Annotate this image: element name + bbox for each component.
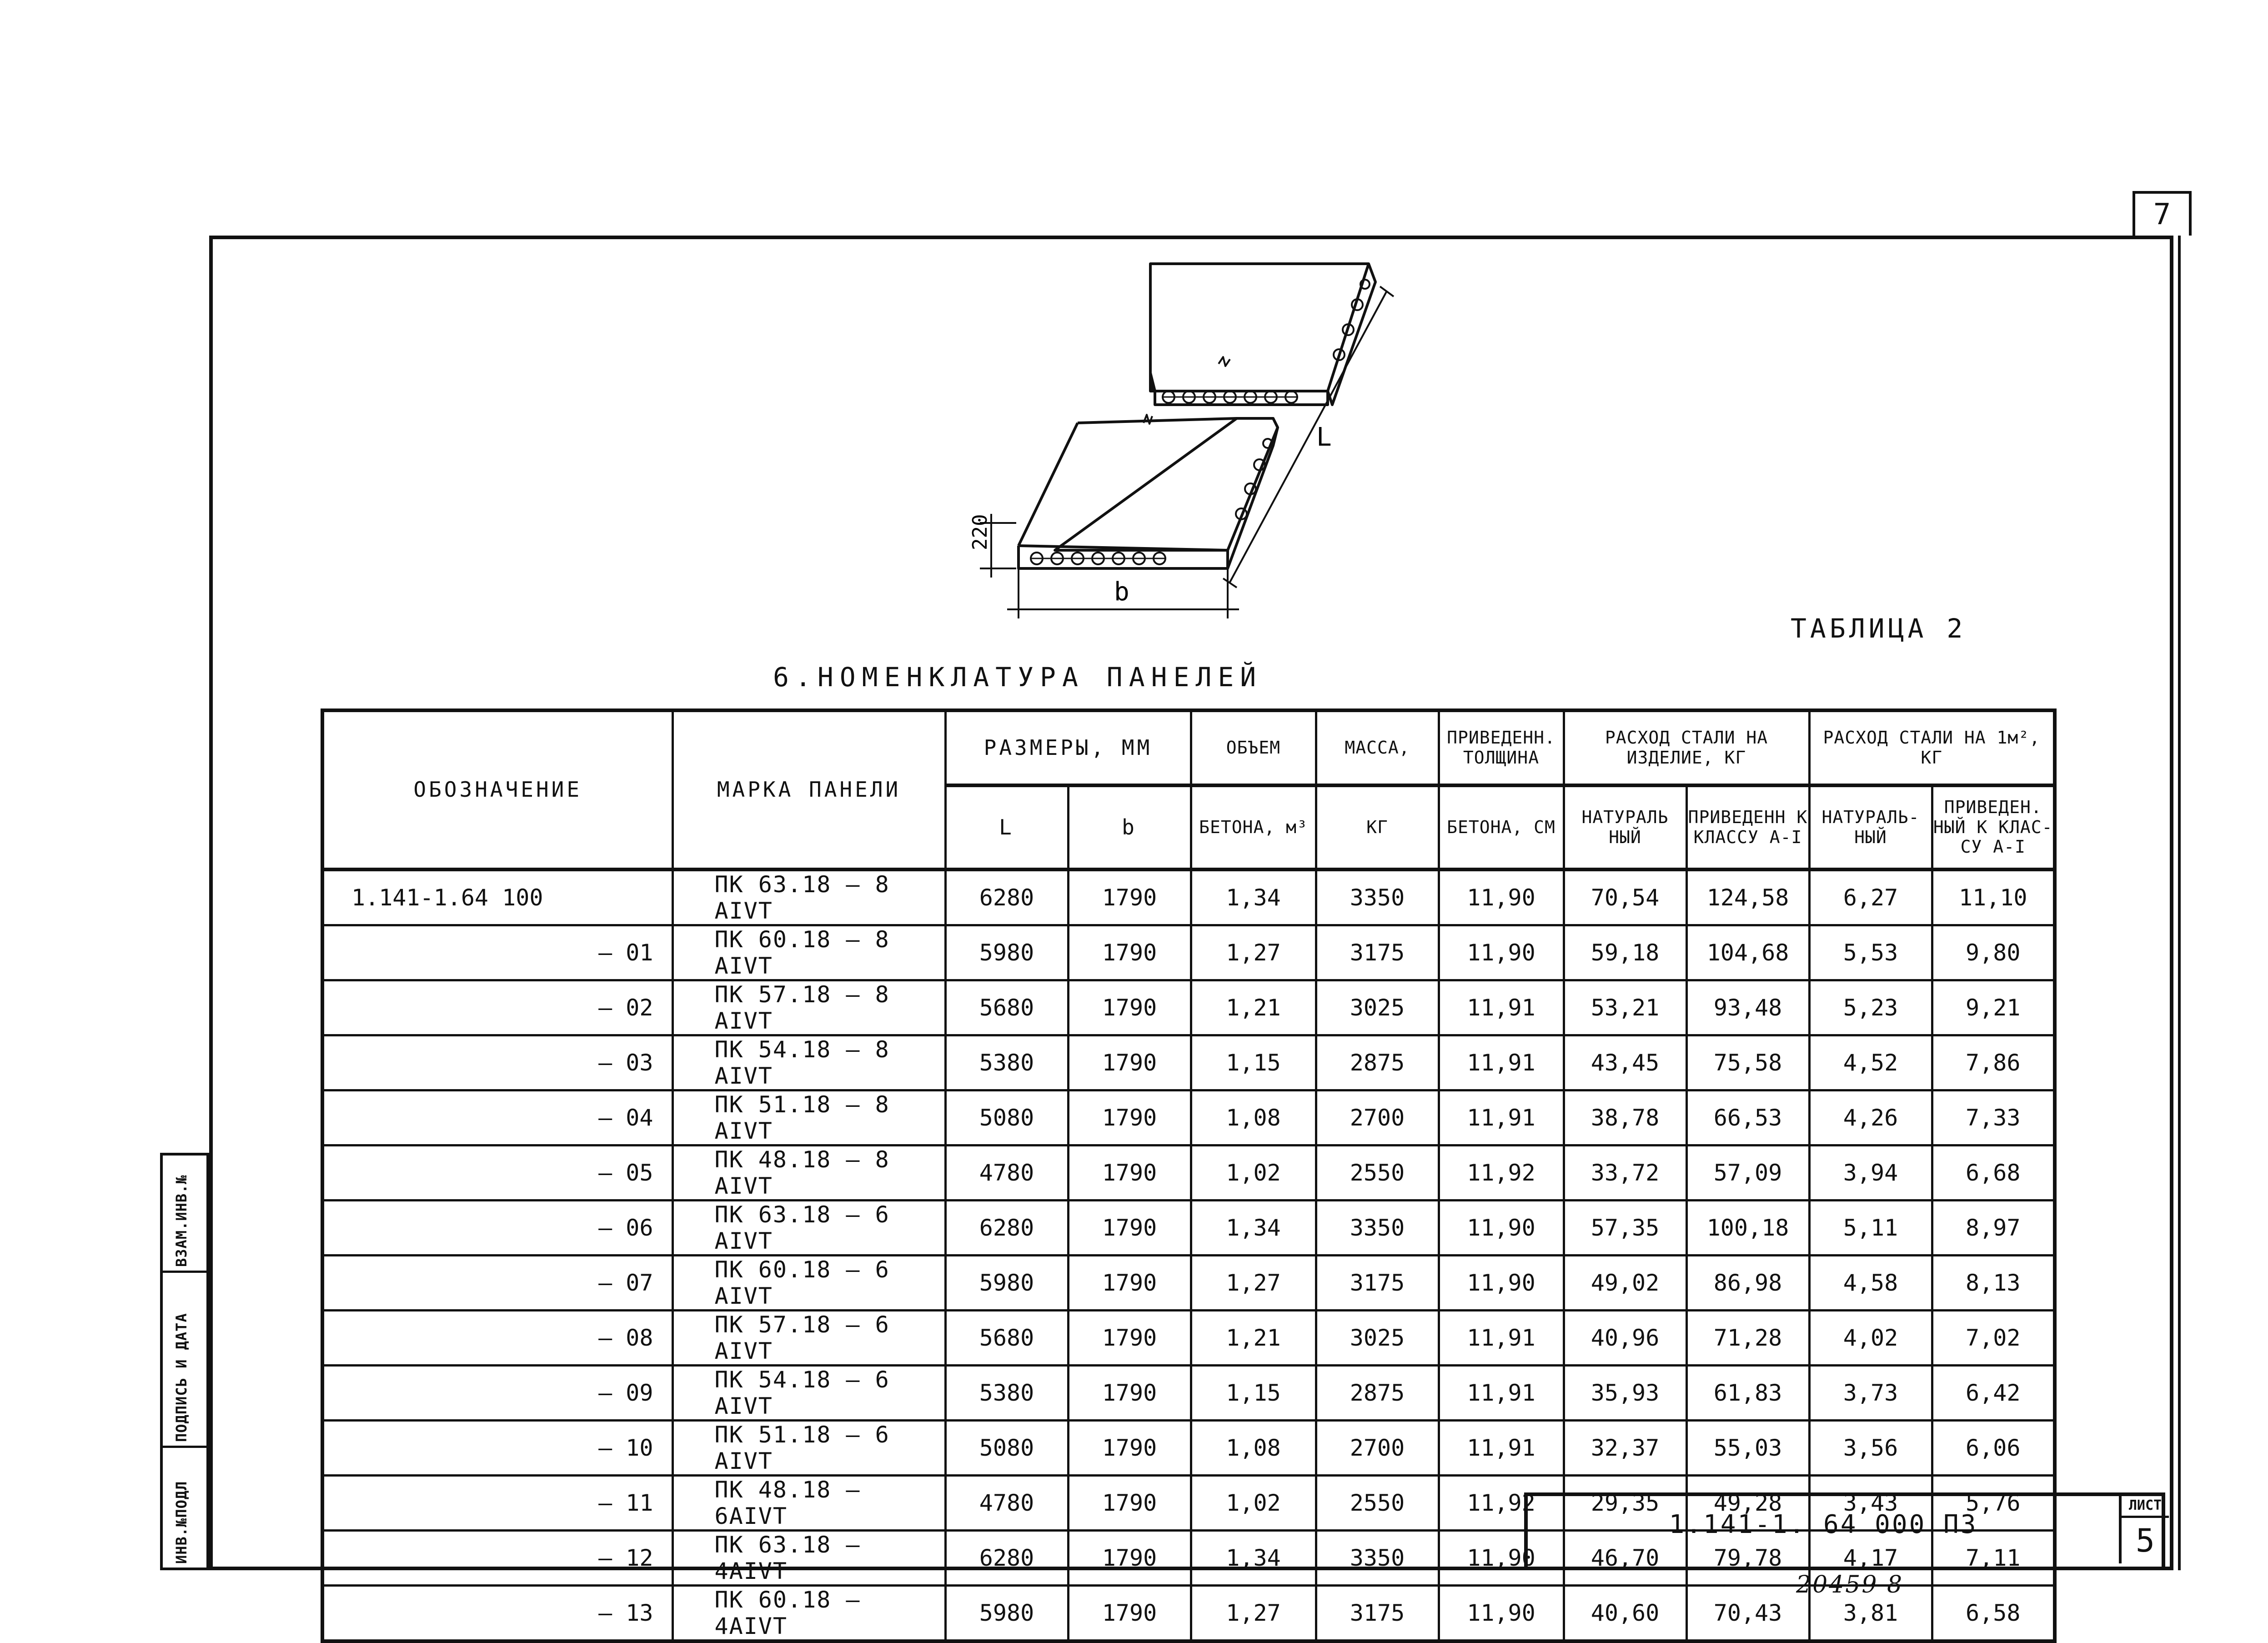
cell-width: 1790: [1068, 1586, 1191, 1642]
cell-m2-reduced: 9,21: [1932, 980, 2055, 1035]
cell-m2-reduced: 7,02: [1932, 1311, 2055, 1366]
cell-designation: – 02: [322, 980, 672, 1035]
cell-mass: 3350: [1316, 869, 1439, 925]
cell-designation: – 07: [322, 1256, 672, 1311]
side-stamp-strip: [160, 1153, 209, 1570]
cell-designation: – 03: [322, 1035, 672, 1090]
cell-designation: – 11: [322, 1476, 672, 1531]
cell-designation: – 13: [322, 1586, 672, 1642]
cell-mass: 3350: [1316, 1201, 1439, 1256]
table-row: [322, 1586, 2055, 1642]
cell-thickness: 11,91: [1439, 980, 1564, 1035]
cell-steel-reduced: 55,03: [1686, 1421, 1809, 1476]
table-title: 6.НОМЕНКЛАТУРА ПАНЕЛЕЙ: [773, 662, 1263, 693]
cell-thickness: 11,90: [1439, 1586, 1564, 1642]
cell-volume: 1,21: [1191, 1311, 1316, 1366]
table-label: ТАБЛИЦА 2: [1791, 613, 1967, 644]
cell-mark: ПК 54.18 – 6 АIVТ: [672, 1366, 945, 1421]
cell-mass: 2875: [1316, 1035, 1439, 1090]
cell-steel-reduced: 75,58: [1686, 1035, 1809, 1090]
cell-mass: 2550: [1316, 1146, 1439, 1201]
cell-steel-natural: 29,35: [1564, 1476, 1686, 1531]
header-mass-top: МАССА,: [1316, 710, 1439, 785]
cell-m2-natural: 4,02: [1809, 1311, 1932, 1366]
document-code: 1.141-1. 64 000 ПЗ: [1669, 1510, 1978, 1539]
header-volume-top: ОБЪЕМ: [1191, 710, 1316, 785]
header-steel-item-reduced: ПРИВЕДЕНН К КЛАССУ А-I: [1686, 785, 1809, 869]
cell-thickness: 11,91: [1439, 1090, 1564, 1146]
header-steel-m2-natural: НАТУРАЛЬ- НЫЙ: [1809, 785, 1932, 869]
cell-width: 1790: [1068, 1311, 1191, 1366]
cell-volume: 1,34: [1191, 1201, 1316, 1256]
cell-steel-natural: 33,72: [1564, 1146, 1686, 1201]
cell-thickness: 11,90: [1439, 1201, 1564, 1256]
cell-steel-natural: 32,37: [1564, 1421, 1686, 1476]
table-row: [322, 1311, 2055, 1366]
header-designation: ОБОЗНАЧЕНИЕ: [322, 710, 672, 869]
cell-steel-natural: 38,78: [1564, 1090, 1686, 1146]
table-row: [322, 1201, 2055, 1256]
cell-mark: ПК 63.18 – 8 АIVТ: [672, 869, 945, 925]
cell-width: 1790: [1068, 869, 1191, 925]
cell-mark: ПК 51.18 – 8 АIVТ: [672, 1090, 945, 1146]
cell-designation: – 01: [322, 925, 672, 980]
cell-width: 1790: [1068, 980, 1191, 1035]
cell-steel-reduced: 49,28: [1686, 1476, 1809, 1531]
cell-length: 4780: [945, 1146, 1068, 1201]
dim-width-label: b: [1114, 577, 1129, 607]
cell-volume: 1,02: [1191, 1146, 1316, 1201]
cell-length: 5980: [945, 1256, 1068, 1311]
cell-mark: ПК 51.18 – 6 АIVТ: [672, 1421, 945, 1476]
cell-mass: 3175: [1316, 1256, 1439, 1311]
cell-steel-natural: 57,35: [1564, 1201, 1686, 1256]
cell-thickness: 11,90: [1439, 1531, 1564, 1586]
cell-m2-reduced: 8,97: [1932, 1201, 2055, 1256]
cell-width: 1790: [1068, 1476, 1191, 1531]
cell-steel-reduced: 70,43: [1686, 1586, 1809, 1642]
cell-steel-reduced: 61,83: [1686, 1366, 1809, 1421]
cell-mark: ПК 60.18 – 6 АIVТ: [672, 1256, 945, 1311]
cell-length: 5680: [945, 980, 1068, 1035]
cell-m2-reduced: 7,11: [1932, 1531, 2055, 1586]
header-steel-per-m2: РАСХОД СТАЛИ НА 1м², КГ: [1809, 710, 2055, 785]
cell-mark: ПК 48.18 – 6АIVТ: [672, 1476, 945, 1531]
cell-volume: 1,15: [1191, 1366, 1316, 1421]
cell-designation: – 10: [322, 1421, 672, 1476]
cell-thickness: 11,92: [1439, 1476, 1564, 1531]
cell-volume: 1,08: [1191, 1421, 1316, 1476]
cell-m2-natural: 5,11: [1809, 1201, 1932, 1256]
cell-mass: 3175: [1316, 1586, 1439, 1642]
cell-mass: 2700: [1316, 1421, 1439, 1476]
cell-mass: 2700: [1316, 1090, 1439, 1146]
cell-width: 1790: [1068, 1035, 1191, 1090]
cell-m2-natural: 4,17: [1809, 1531, 1932, 1586]
cell-steel-reduced: 79,78: [1686, 1531, 1809, 1586]
cell-mass: 2550: [1316, 1476, 1439, 1531]
cell-steel-reduced: 100,18: [1686, 1201, 1809, 1256]
cell-thickness: 11,91: [1439, 1421, 1564, 1476]
cell-mark: ПК 54.18 – 8 АIVТ: [672, 1035, 945, 1090]
cell-mark: ПК 57.18 – 8 АIVТ: [672, 980, 945, 1035]
cell-designation: – 04: [322, 1090, 672, 1146]
cell-m2-reduced: 7,86: [1932, 1035, 2055, 1090]
cell-steel-natural: 40,96: [1564, 1311, 1686, 1366]
cell-steel-reduced: 86,98: [1686, 1256, 1809, 1311]
side-label-replace: ВЗАМ.ИНВ.№: [173, 1175, 190, 1267]
cell-thickness: 11,90: [1439, 1256, 1564, 1311]
cell-steel-reduced: 57,09: [1686, 1146, 1809, 1201]
cell-length: 6280: [945, 1201, 1068, 1256]
cell-thickness: 11,92: [1439, 1146, 1564, 1201]
header-thickness-bottom: БЕТОНА, СМ: [1439, 785, 1564, 869]
table-row: [322, 1256, 2055, 1311]
cell-mark: ПК 48.18 – 8 АIVТ: [672, 1146, 945, 1201]
header-steel-per-item: РАСХОД СТАЛИ НА ИЗДЕЛИЕ, КГ: [1564, 710, 1809, 785]
cell-steel-reduced: 104,68: [1686, 925, 1809, 980]
header-dim-L: L: [945, 785, 1068, 869]
side-cell-inv: [163, 1448, 206, 1568]
panel-illustration: [968, 255, 1432, 632]
cell-length: 5080: [945, 1421, 1068, 1476]
cell-m2-natural: 6,27: [1809, 869, 1932, 925]
cell-length: 5680: [945, 1311, 1068, 1366]
cell-m2-reduced: 5,76: [1932, 1476, 2055, 1531]
cell-steel-reduced: 66,53: [1686, 1090, 1809, 1146]
cell-volume: 1,27: [1191, 1586, 1316, 1642]
cell-m2-natural: 3,43: [1809, 1476, 1932, 1531]
cell-m2-reduced: 9,80: [1932, 925, 2055, 980]
cell-thickness: 11,91: [1439, 1311, 1564, 1366]
side-label-signature: ПОДПИСЬ И ДАТА: [173, 1313, 190, 1442]
cell-m2-natural: 3,94: [1809, 1146, 1932, 1201]
cell-volume: 1,15: [1191, 1035, 1316, 1090]
cell-steel-natural: 53,21: [1564, 980, 1686, 1035]
cell-length: 5980: [945, 1586, 1068, 1642]
cell-width: 1790: [1068, 1366, 1191, 1421]
cell-volume: 1,27: [1191, 1256, 1316, 1311]
cell-m2-reduced: 6,58: [1932, 1586, 2055, 1642]
cell-m2-reduced: 6,42: [1932, 1366, 2055, 1421]
cell-designation: – 09: [322, 1366, 672, 1421]
title-block: [1524, 1492, 2165, 1568]
cell-designation: – 05: [322, 1146, 672, 1201]
cell-width: 1790: [1068, 1531, 1191, 1586]
cell-thickness: 11,91: [1439, 1366, 1564, 1421]
cell-steel-natural: 46,70: [1564, 1531, 1686, 1586]
table-row: [322, 1146, 2055, 1201]
cell-designation: – 12: [322, 1531, 672, 1586]
cell-steel-natural: 59,18: [1564, 925, 1686, 980]
cell-m2-reduced: 8,13: [1932, 1256, 2055, 1311]
cell-steel-natural: 70,54: [1564, 869, 1686, 925]
table-row: [322, 1090, 2055, 1146]
sheet-label: ЛИСТ: [2119, 1495, 2169, 1518]
cell-mark: ПК 60.18 – 8 АIVТ: [672, 925, 945, 980]
cell-volume: 1,21: [1191, 980, 1316, 1035]
cell-m2-natural: 4,52: [1809, 1035, 1932, 1090]
cell-m2-reduced: 6,68: [1932, 1146, 2055, 1201]
cell-volume: 1,02: [1191, 1476, 1316, 1531]
cell-m2-natural: 3,56: [1809, 1421, 1932, 1476]
cell-width: 1790: [1068, 1090, 1191, 1146]
cell-mass: 3175: [1316, 925, 1439, 980]
header-thickness-top: ПРИВЕДЕНН. ТОЛЩИНА: [1439, 710, 1564, 785]
cell-mark: ПК 63.18 – 4АIVТ: [672, 1531, 945, 1586]
cell-thickness: 11,90: [1439, 925, 1564, 980]
table-row: [322, 1421, 2055, 1476]
archive-number: 20459 8: [1796, 1571, 1904, 1598]
cell-mark: ПК 63.18 – 6 АIVТ: [672, 1201, 945, 1256]
cell-width: 1790: [1068, 1146, 1191, 1201]
header-volume-bottom: БЕТОНА, м³: [1191, 785, 1316, 869]
cell-mass: 2875: [1316, 1366, 1439, 1421]
cell-length: 6280: [945, 869, 1068, 925]
table-row: [322, 1366, 2055, 1421]
dim-length-label: L: [1316, 422, 1332, 452]
cell-mass: 3025: [1316, 980, 1439, 1035]
cell-thickness: 11,90: [1439, 869, 1564, 925]
header-dimensions: РАЗМЕРЫ, ММ: [945, 710, 1191, 785]
cell-volume: 1,34: [1191, 869, 1316, 925]
header-steel-m2-reduced: ПРИВЕДЕН. НЫЙ К КЛАС- СУ А-I: [1932, 785, 2055, 869]
sheet-number-top: 7: [2133, 191, 2192, 236]
sheet-number: 5: [2119, 1518, 2169, 1563]
cell-volume: 1,34: [1191, 1531, 1316, 1586]
cell-width: 1790: [1068, 1201, 1191, 1256]
cell-steel-natural: 49,02: [1564, 1256, 1686, 1311]
cell-designation: 1.141-1.64 100: [322, 869, 672, 925]
side-cell-replace: [163, 1156, 206, 1273]
table-row: [322, 980, 2055, 1035]
side-cell-signature: [163, 1273, 206, 1448]
cell-width: 1790: [1068, 1256, 1191, 1311]
table-row: [322, 869, 2055, 925]
cell-mark: ПК 57.18 – 6 АIVТ: [672, 1311, 945, 1366]
cell-mark: ПК 60.18 – 4АIVТ: [672, 1586, 945, 1642]
header-mark: МАРКА ПАНЕЛИ: [672, 710, 945, 869]
cell-length: 4780: [945, 1476, 1068, 1531]
cell-mass: 3025: [1316, 1311, 1439, 1366]
cell-m2-natural: 3,73: [1809, 1366, 1932, 1421]
cell-steel-natural: 40,60: [1564, 1586, 1686, 1642]
cell-length: 5380: [945, 1035, 1068, 1090]
cell-m2-natural: 5,23: [1809, 980, 1932, 1035]
cell-m2-reduced: 11,10: [1932, 869, 2055, 925]
cell-steel-reduced: 93,48: [1686, 980, 1809, 1035]
cell-m2-reduced: 7,33: [1932, 1090, 2055, 1146]
cell-steel-natural: 43,45: [1564, 1035, 1686, 1090]
cell-m2-natural: 4,26: [1809, 1090, 1932, 1146]
header-mass-bottom: КГ: [1316, 785, 1439, 869]
cell-steel-reduced: 124,58: [1686, 869, 1809, 925]
cell-designation: – 06: [322, 1201, 672, 1256]
cell-m2-natural: 5,53: [1809, 925, 1932, 980]
cell-volume: 1,27: [1191, 925, 1316, 980]
cell-length: 5380: [945, 1366, 1068, 1421]
frame-right-rule: [2178, 236, 2181, 1570]
cell-steel-natural: 35,93: [1564, 1366, 1686, 1421]
cell-length: 5980: [945, 925, 1068, 980]
cell-width: 1790: [1068, 925, 1191, 980]
dim-height-label: 220: [968, 514, 992, 550]
table-row: [322, 1035, 2055, 1090]
cell-m2-reduced: 6,06: [1932, 1421, 2055, 1476]
cell-thickness: 11,91: [1439, 1035, 1564, 1090]
cell-length: 6280: [945, 1531, 1068, 1586]
cell-m2-natural: 3,81: [1809, 1586, 1932, 1642]
header-steel-item-natural: НАТУРАЛЬ НЫЙ: [1564, 785, 1686, 869]
cell-length: 5080: [945, 1090, 1068, 1146]
cell-mass: 3350: [1316, 1531, 1439, 1586]
cell-designation: – 08: [322, 1311, 672, 1366]
cell-volume: 1,08: [1191, 1090, 1316, 1146]
cell-width: 1790: [1068, 1421, 1191, 1476]
cell-m2-natural: 4,58: [1809, 1256, 1932, 1311]
table-row: [322, 925, 2055, 980]
cell-steel-reduced: 71,28: [1686, 1311, 1809, 1366]
side-label-inv: ИНВ.№ПОДЛ: [173, 1481, 190, 1564]
header-dim-b: b: [1068, 785, 1191, 869]
